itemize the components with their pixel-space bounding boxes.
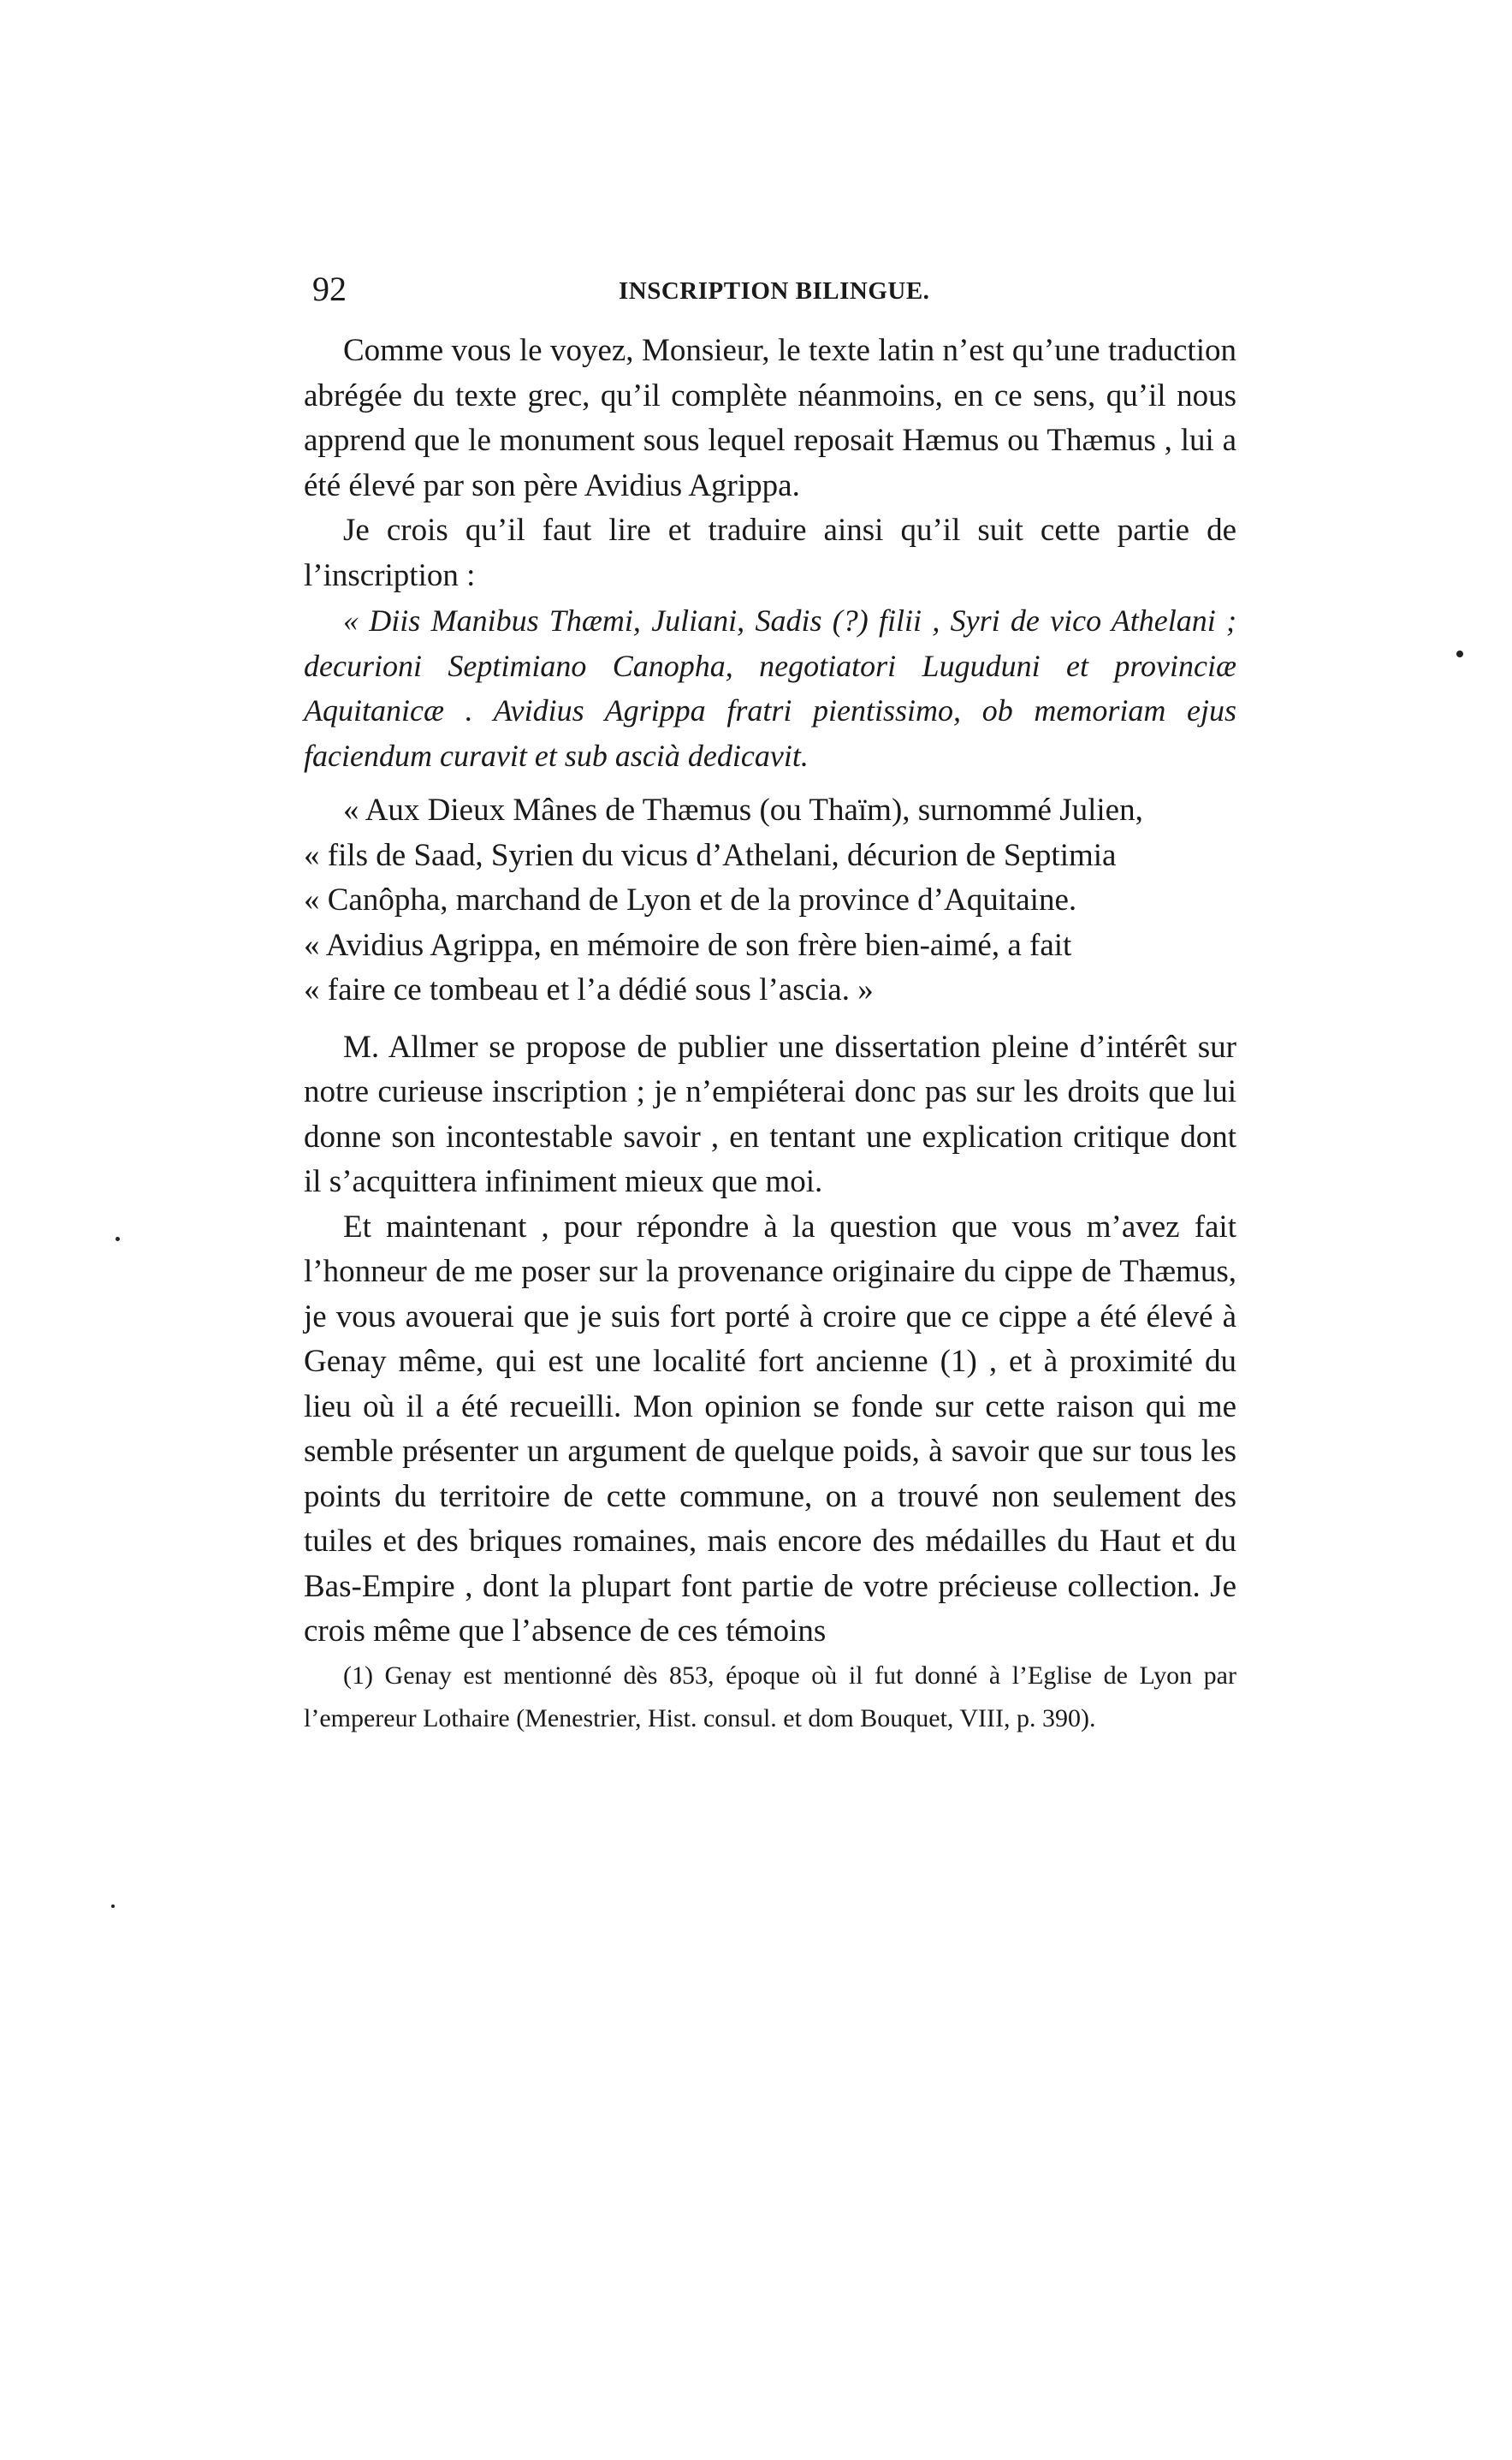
translation-line: « faire ce tombeau et l’a dédié sous l’ascia. » — [304, 972, 874, 1007]
page-number: 92 — [312, 270, 347, 308]
latin-inscription: « Diis Manibus Thæmi, Juliani, Sadis (?) filii , Syri de vico Athelani ; decurioni Septimiano Canopha, negotiatori Luguduni et provinciæ Aquitanicæ . Avidius Agrippa fratri pientissimo, ob memoriam ejus faciendum curavit et sub ascià dedicavit. — [304, 603, 1236, 773]
translation-line: « Aux Dieux Mânes de Thæmus (ou Thaïm), surnommé Julien, — [343, 793, 1143, 828]
footnote: (1) Genay est mentionné dès 853, époque où il fut donné à l’Eglise de Lyon par l’empereur Lothaire (Menestrier, Hist. consul. et dom Bouquet, VIII, p. 390). — [304, 1661, 1236, 1732]
running-title: INSCRIPTION BILINGUE. — [619, 277, 930, 305]
scan-speck — [111, 1904, 115, 1908]
translation-line: « Canôpha, marchand de Lyon et de la province d’Aquitaine. — [304, 882, 1077, 918]
paragraph-4: Et maintenant , pour répondre à la question que vous m’avez fait l’honneur de me poser sur la provenance originaire du cippe de Thæmus, je vous avouerai que je suis fort porté à croire que ce cippe a été élevé à Genay même, qui est une localité fort ancienne (1) , et à proximité du lieu où il a été recueilli. Mon opinion se fonde sur cette raison qui me semble présenter un argument de quelque poids, à savoir que sur tous les points du territoire de cette commune, on a trouvé non seulement des tuiles et des briques romaines, mais encore des médailles du Haut et du Bas-Empire , dont la plupart font partie de votre précieuse collection. Je crois même que l’absence de ces témoins — [304, 1209, 1236, 1649]
scan-speck — [1456, 651, 1463, 657]
body-text — [304, 329, 1236, 1740]
translation-line: « Avidius Agrippa, en mémoire de son frère bien-aimé, a fait — [304, 927, 1072, 963]
page-header — [304, 267, 1236, 312]
translation-line: « fils de Saad, Syrien du vicus d’Athelani, décurion de Septimia — [304, 837, 1117, 873]
paragraph-3: M. Allmer se propose de publier une dissertation pleine d’intérêt sur notre curieuse inscription ; je n’empiéterai donc pas sur les droits que lui donne son incontestable savoir , en tentant une explication critique dont il s’acquittera infiniment mieux que moi. — [304, 1029, 1236, 1199]
scan-speck — [116, 1237, 120, 1241]
paragraph-2: Je crois qu’il faut lire et traduire ainsi qu’il suit cette partie de l’inscription : — [304, 513, 1236, 593]
book-page — [304, 267, 1236, 1740]
paragraph-1: Comme vous le voyez, Monsieur, le texte latin n’est qu’une traduction abrégée du texte grec, qu’il complète néanmoins, en ce sens, qu’il nous apprend que le monument sous lequel reposait Hæmus ou Thæmus , lui a été élevé par son père Avidius Agrippa. — [304, 333, 1236, 503]
french-translation — [304, 788, 1236, 1013]
